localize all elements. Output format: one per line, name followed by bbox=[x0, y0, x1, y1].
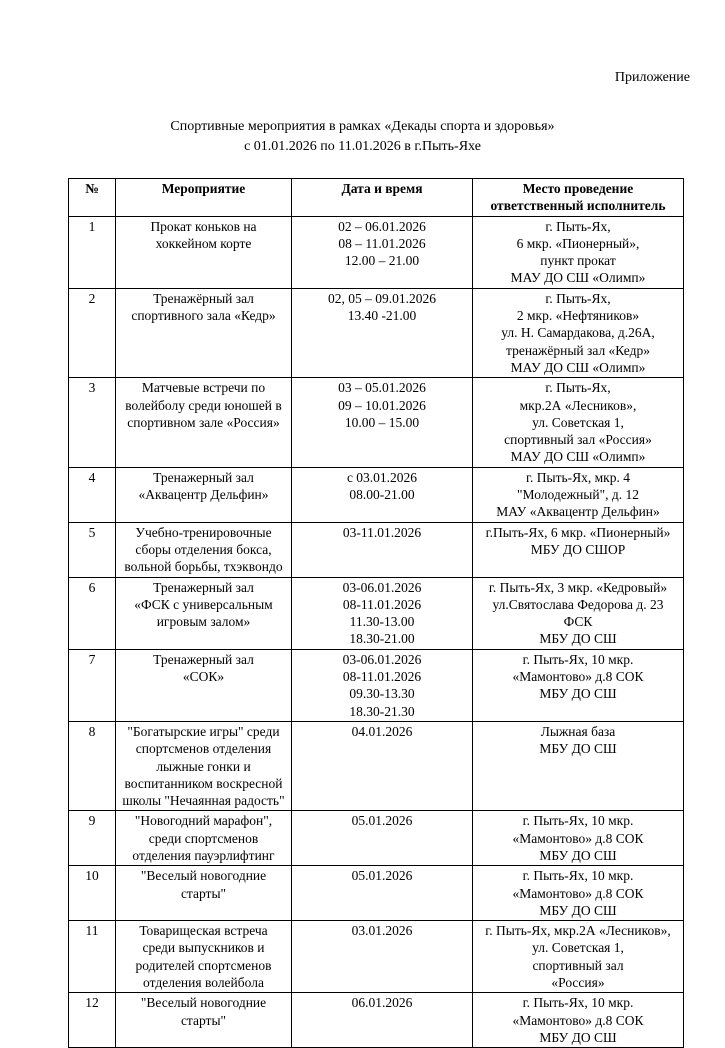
row-number: 2 bbox=[69, 288, 116, 377]
event-line: старты" bbox=[180, 885, 227, 901]
date-line: 08.00-21.00 bbox=[349, 487, 415, 503]
date-line: 11.30-13.00 bbox=[349, 614, 415, 630]
date-line: 03-06.01.2026 bbox=[342, 579, 422, 595]
date-cell bbox=[292, 577, 473, 649]
event-cell bbox=[116, 866, 292, 921]
place-cell bbox=[473, 866, 684, 921]
place-line: г. Пыть-Ях, мкр.2А «Лесников», bbox=[485, 923, 671, 939]
event-cell bbox=[116, 721, 292, 810]
date-line: 04.01.2026 bbox=[351, 723, 413, 739]
place-line: «Россия» bbox=[551, 975, 605, 991]
place-line: МБУ ДО СШ bbox=[539, 1029, 617, 1045]
place-line: «Мамонтово» д.8 СОК bbox=[512, 830, 644, 846]
date-line: 09 – 10.01.2026 bbox=[338, 397, 426, 413]
date-line: с 03.01.2026 bbox=[346, 469, 418, 485]
date-line: 06.01.2026 bbox=[351, 995, 413, 1011]
event-line: "Новогодний марафон", bbox=[134, 813, 273, 829]
event-line: среди выпускников и bbox=[142, 940, 265, 956]
place-line: спортивный зал bbox=[532, 957, 624, 973]
place-cell bbox=[473, 921, 684, 993]
row-number: 10 bbox=[69, 866, 116, 921]
event-line: вольной борьбы, тхэквондо bbox=[124, 559, 283, 575]
event-cell bbox=[116, 288, 292, 377]
event-cell bbox=[116, 993, 292, 1048]
event-line: Тренажерный зал bbox=[153, 579, 254, 595]
date-line: 18.30-21.00 bbox=[349, 631, 415, 647]
place-line: г. Пыть-Ях, 10 мкр. bbox=[522, 813, 634, 829]
row-number: 7 bbox=[69, 649, 116, 721]
event-cell bbox=[116, 467, 292, 522]
title-line-1: Спортивные мероприятия в рамках «Декады спорта и здоровья» bbox=[170, 119, 555, 134]
date-line: 08-11.01.2026 bbox=[342, 596, 422, 612]
event-line: "Веселый новогодние bbox=[140, 868, 267, 884]
place-line: ФСК bbox=[563, 614, 593, 630]
date-line: 03-06.01.2026 bbox=[342, 651, 422, 667]
place-cell bbox=[473, 721, 684, 810]
place-line: г. Пыть-Ях, 10 мкр. bbox=[522, 995, 634, 1011]
row-number: 8 bbox=[69, 721, 116, 810]
table-header-row bbox=[69, 179, 684, 217]
row-number: 12 bbox=[69, 993, 116, 1048]
event-line: школы "Нечаянная радость" bbox=[122, 793, 285, 809]
place-line: 6 мкр. «Пионерный», bbox=[516, 235, 640, 251]
header-place-text: ответственный исполнитель bbox=[490, 198, 666, 214]
appendix-label: Приложение bbox=[614, 70, 690, 85]
place-cell bbox=[473, 216, 684, 288]
events-table bbox=[68, 178, 684, 1048]
place-line: МАУ «Аквацентр Дельфин» bbox=[496, 504, 660, 520]
event-line: «СОК» bbox=[182, 669, 225, 685]
place-cell bbox=[473, 378, 684, 467]
place-line: МБУ ДО СШ bbox=[539, 741, 617, 757]
place-cell bbox=[473, 522, 684, 577]
event-line: старты" bbox=[180, 1012, 227, 1028]
place-line: МАУ ДО СШ «Олимп» bbox=[510, 270, 646, 286]
place-line: пункт прокат bbox=[540, 253, 616, 269]
place-line: г. Пыть-Ях, 3 мкр. «Кедровый» bbox=[488, 579, 668, 595]
event-line: родителей спортсменов bbox=[135, 957, 272, 973]
row-number: 11 bbox=[69, 921, 116, 993]
header-number bbox=[69, 179, 116, 217]
event-cell bbox=[116, 577, 292, 649]
place-line: "Молодежный", д. 12 bbox=[517, 487, 639, 503]
row-number: 3 bbox=[69, 378, 116, 467]
date-cell bbox=[292, 721, 473, 810]
place-cell bbox=[473, 993, 684, 1048]
table-body bbox=[69, 216, 684, 1048]
event-line: Тренажерный зал bbox=[153, 469, 254, 485]
event-cell bbox=[116, 921, 292, 993]
header-place bbox=[473, 179, 684, 217]
place-line: ул. Советская 1, bbox=[532, 940, 624, 956]
place-line: тренажёрный зал «Кедр» bbox=[506, 342, 650, 358]
event-line: «Аквацентр Дельфин» bbox=[138, 487, 269, 503]
place-cell bbox=[473, 577, 684, 649]
date-line: 03-11.01.2026 bbox=[342, 524, 422, 540]
event-line: спортивного зала «Кедр» bbox=[131, 308, 276, 324]
place-line: ул.Святослава Федорова д. 23 bbox=[492, 596, 664, 612]
table-row bbox=[69, 378, 684, 467]
place-line: г. Пыть-Ях, bbox=[545, 218, 611, 234]
event-cell bbox=[116, 522, 292, 577]
date-cell bbox=[292, 467, 473, 522]
event-line: Тренажёрный зал bbox=[153, 290, 254, 306]
event-cell bbox=[116, 378, 292, 467]
place-line: г.Пыть-Ях, 6 мкр. «Пионерный» bbox=[485, 524, 671, 540]
table-row bbox=[69, 721, 684, 810]
place-line: МБУ ДО СШ bbox=[539, 686, 617, 702]
place-line: г. Пыть-Ях, 10 мкр. bbox=[522, 651, 634, 667]
table-row bbox=[69, 216, 684, 288]
date-line: 02, 05 – 09.01.2026 bbox=[328, 290, 436, 306]
event-line: Учебно-тренировочные bbox=[135, 524, 272, 540]
place-cell bbox=[473, 288, 684, 377]
table-row bbox=[69, 467, 684, 522]
date-cell bbox=[292, 378, 473, 467]
place-line: г. Пыть-Ях, bbox=[545, 290, 611, 306]
event-line: спортивном зале «Россия» bbox=[127, 414, 280, 430]
event-line: отделения пауэрлифтинг bbox=[132, 847, 275, 863]
place-line: МБУ ДО СШОР bbox=[530, 541, 626, 557]
place-line: «Мамонтово» д.8 СОК bbox=[512, 669, 644, 685]
header-place-text: Место проведение bbox=[522, 181, 634, 196]
place-line: г. Пыть-Ях, bbox=[545, 380, 611, 396]
header-number-text: № bbox=[85, 181, 99, 196]
header-date-time bbox=[292, 179, 473, 217]
date-cell bbox=[292, 993, 473, 1048]
date-line: 18.30-21.30 bbox=[349, 703, 415, 719]
event-cell bbox=[116, 811, 292, 866]
place-line: МАУ ДО СШ «Олимп» bbox=[510, 359, 646, 375]
event-line: волейболу среди юношей в bbox=[125, 397, 282, 413]
table-row bbox=[69, 993, 684, 1048]
header-date-time-text: Дата и время bbox=[341, 181, 423, 196]
event-line: хоккейном корте bbox=[155, 235, 252, 251]
place-line: «Мамонтово» д.8 СОК bbox=[512, 1012, 644, 1028]
date-line: 12.00 – 21.00 bbox=[344, 253, 420, 269]
date-cell bbox=[292, 649, 473, 721]
place-line: Лыжная база bbox=[540, 723, 616, 739]
event-line: "Веселый новогодние bbox=[140, 995, 267, 1011]
date-line: 13.40 -21.00 bbox=[347, 308, 417, 324]
row-number: 5 bbox=[69, 522, 116, 577]
date-cell bbox=[292, 866, 473, 921]
date-line: 03 – 05.01.2026 bbox=[338, 380, 426, 396]
event-line: Матчевые встречи по bbox=[141, 380, 266, 396]
place-line: 2 мкр. «Нефтяников» bbox=[516, 308, 640, 324]
place-line: спортивный зал «Россия» bbox=[504, 432, 652, 448]
table-row bbox=[69, 649, 684, 721]
date-cell bbox=[292, 811, 473, 866]
place-line: г. Пыть-Ях, 10 мкр. bbox=[522, 868, 634, 884]
place-line: мкр.2А «Лесников», bbox=[519, 397, 637, 413]
date-line: 05.01.2026 bbox=[351, 813, 413, 829]
event-line: лыжные гонки и bbox=[156, 758, 251, 774]
table-row bbox=[69, 866, 684, 921]
place-cell bbox=[473, 649, 684, 721]
place-line: МБУ ДО СШ bbox=[539, 631, 617, 647]
place-line: ул. Н. Самардакова, д.26А, bbox=[501, 325, 655, 341]
event-line: Тренажерный зал bbox=[153, 651, 254, 667]
event-line: среди спортсменов bbox=[148, 830, 259, 846]
place-line: МАУ ДО СШ «Олимп» bbox=[510, 449, 646, 465]
date-line: 09.30-13.30 bbox=[349, 686, 415, 702]
table-row bbox=[69, 522, 684, 577]
date-line: 05.01.2026 bbox=[351, 868, 413, 884]
table-row bbox=[69, 921, 684, 993]
date-cell bbox=[292, 522, 473, 577]
event-line: Товарищеская встреча bbox=[139, 923, 268, 939]
event-line: "Богатырские игры" среди bbox=[127, 723, 280, 739]
table-row bbox=[69, 811, 684, 866]
table-row bbox=[69, 288, 684, 377]
place-cell bbox=[473, 811, 684, 866]
event-line: игровым залом» bbox=[156, 614, 251, 630]
event-line: воспитанником воскресной bbox=[124, 775, 283, 791]
date-line: 02 – 06.01.2026 bbox=[338, 218, 426, 234]
date-cell bbox=[292, 288, 473, 377]
header-event bbox=[116, 179, 292, 217]
date-line: 08-11.01.2026 bbox=[342, 669, 422, 685]
event-line: отделения волейбола bbox=[143, 975, 264, 991]
document-title bbox=[0, 117, 725, 157]
table-row bbox=[69, 577, 684, 649]
header-event-text: Мероприятие bbox=[161, 181, 246, 196]
row-number: 9 bbox=[69, 811, 116, 866]
date-line: 08 – 11.01.2026 bbox=[338, 235, 426, 251]
place-line: «Мамонтово» д.8 СОК bbox=[512, 885, 644, 901]
place-line: ул. Советская 1, bbox=[532, 414, 624, 430]
event-cell bbox=[116, 649, 292, 721]
event-line: «ФСК с универсальным bbox=[134, 596, 273, 612]
event-line: сборы отделения бокса, bbox=[135, 541, 272, 557]
date-cell bbox=[292, 921, 473, 993]
place-line: г. Пыть-Ях, мкр. 4 bbox=[526, 469, 630, 485]
title-line-2: с 01.01.2026 по 11.01.2026 в г.Пыть-Яхе bbox=[244, 139, 481, 154]
row-number: 4 bbox=[69, 467, 116, 522]
date-line: 10.00 – 15.00 bbox=[344, 414, 420, 430]
row-number: 1 bbox=[69, 216, 116, 288]
date-cell bbox=[292, 216, 473, 288]
row-number: 6 bbox=[69, 577, 116, 649]
event-line: спортсменов отделения bbox=[135, 741, 272, 757]
place-line: МБУ ДО СШ bbox=[539, 847, 617, 863]
place-cell bbox=[473, 467, 684, 522]
event-cell bbox=[116, 216, 292, 288]
place-line: МБУ ДО СШ bbox=[539, 902, 617, 918]
date-line: 03.01.2026 bbox=[351, 923, 413, 939]
event-line: Прокат коньков на bbox=[150, 218, 257, 234]
